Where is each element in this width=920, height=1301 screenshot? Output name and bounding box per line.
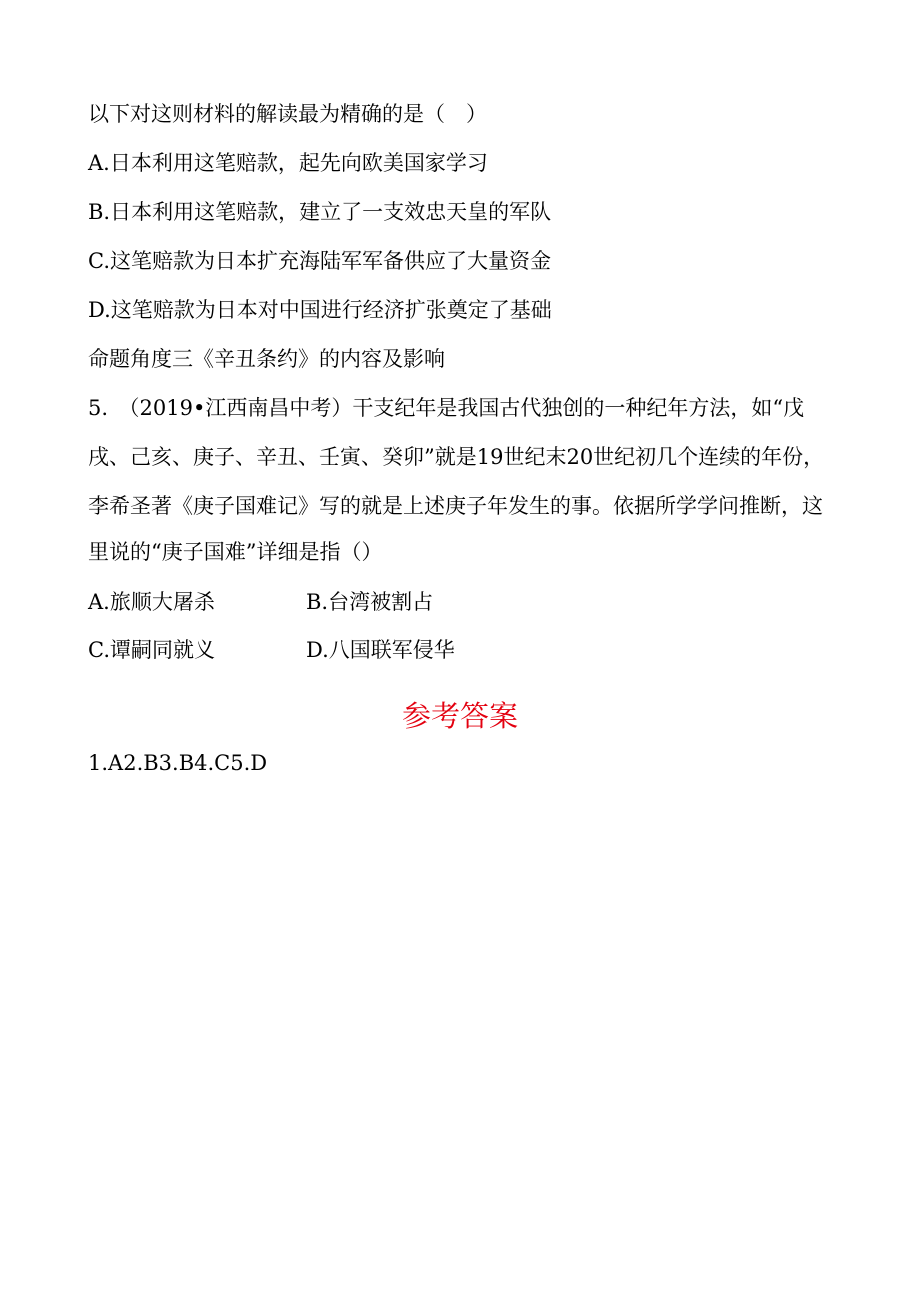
question-4-option-b: B.日本利用这笔赔款，建立了一支效忠天皇的军队 <box>88 200 552 224</box>
question-4-option-a: A.日本利用这笔赔款，起先向欧美国家学习 <box>88 151 488 175</box>
question-5-option-b: B.台湾被割占 <box>306 590 434 614</box>
question-5-line-4: 里说的“庚子国难”详细是指（） <box>88 540 383 564</box>
section-heading: 命题角度三《辛丑条约》的内容及影响 <box>88 347 445 371</box>
question-5-line-3: 李希圣著《庚子国难记》写的就是上述庚子年发生的事。依据所学学问推断，这 <box>88 494 823 518</box>
question-5-option-d: D.八国联军侵华 <box>306 638 455 662</box>
question-4-option-c: C.这笔赔款为日本扩充海陆军军备供应了大量资金 <box>88 249 551 273</box>
answer-key-title: 参考答案 <box>401 699 518 733</box>
question-5-line-2: 戌、己亥、庚子、辛丑、壬寅、癸卯”就是19世纪末20世纪初几个连续的年份， <box>88 445 825 469</box>
question-5-option-c: C.谭嗣同就义 <box>88 638 215 662</box>
question-4-stem: 以下对这则材料的解读最为精确的是（ ） <box>88 102 487 126</box>
question-5-line-1: 5. （2019•江西南昌中考）干支纪年是我国古代独创的一种纪年方法，如“戊 <box>88 396 805 420</box>
answer-key-text: 1.A2.B3.B4.C5.D <box>88 751 268 775</box>
question-5-option-a: A.旅顺大屠杀 <box>88 590 215 614</box>
question-4-option-d: D.这笔赔款为日本对中国进行经济扩张奠定了基础 <box>88 298 552 322</box>
